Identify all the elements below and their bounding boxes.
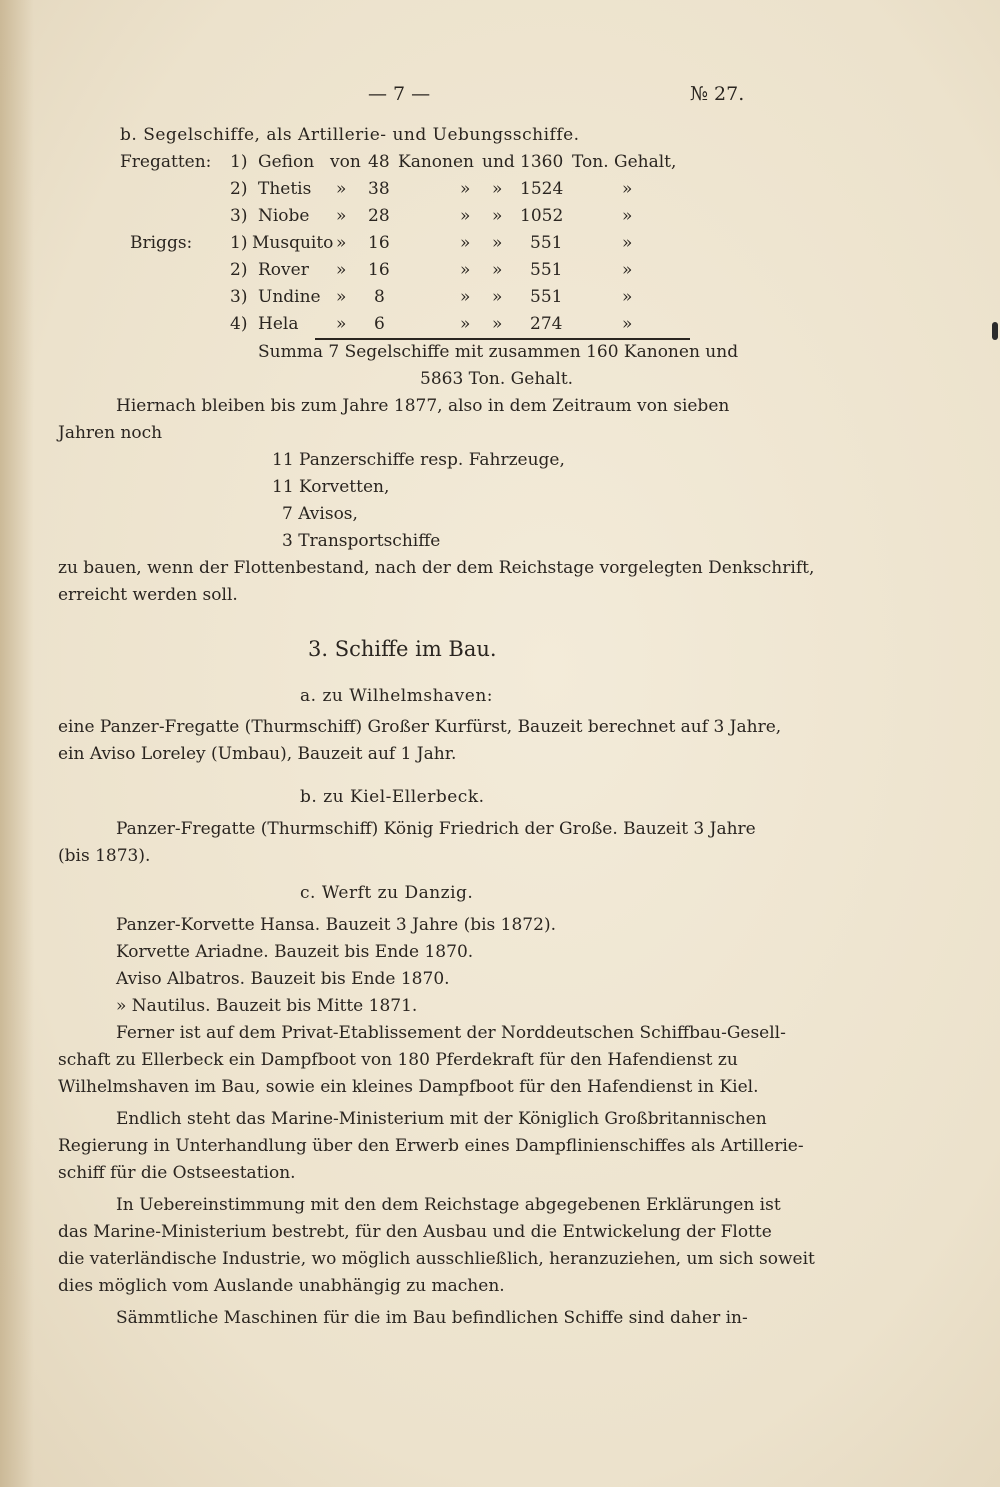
- subsection-b-title: b. zu Kiel-Ellerbeck.: [300, 787, 485, 807]
- page-shadow-edge: [0, 0, 34, 1487]
- summa-line-1: Summa 7 Segelschiffe mit zusammen 160 Kanonen und: [258, 342, 739, 362]
- paragraph-6-line: Sämmtliche Maschinen für die im Bau befindlichen Schiffe sind daher in-: [116, 1308, 748, 1328]
- subsection-b-line-1: Panzer-Fregatte (Thurmschiff) König Friedrich der Große. Bauzeit 3 Jahre: [116, 819, 756, 839]
- subsection-c-title: c. Werft zu Danzig.: [300, 883, 474, 903]
- fregatten-label: Fregatten:: [120, 152, 212, 172]
- subsection-b-line-2: (bis 1873).: [58, 846, 151, 866]
- paragraph-1-line-2: Jahren noch: [58, 423, 163, 443]
- summa-rule: [315, 338, 690, 340]
- subsection-c-line: Korvette Ariadne. Bauzeit bis Ende 1870.: [116, 942, 474, 962]
- paragraph-4-line: Endlich steht das Marine-Ministerium mit der Königlich Großbritannischen: [116, 1109, 767, 1129]
- paragraph-3-line: Wilhelmshaven im Bau, sowie ein kleines Dampfboot für den Hafendienst in Kiel.: [58, 1077, 759, 1097]
- list-item: 11 Korvetten,: [272, 477, 390, 497]
- paragraph-1-line-1: Hiernach bleiben bis zum Jahre 1877, also in dem Zeitraum von sieben: [116, 396, 730, 416]
- paragraph-4-line: Regierung in Unterhandlung über den Erwerb eines Dampflinienschiffes als Artillerie-: [58, 1136, 804, 1156]
- subsection-a-title: a. zu Wilhelmshaven:: [300, 686, 494, 706]
- subsection-c-line: Panzer-Korvette Hansa. Bauzeit 3 Jahre (bis 1872).: [116, 915, 556, 935]
- paragraph-4-line: schiff für die Ostseestation.: [58, 1163, 296, 1183]
- margin-mark: [992, 322, 998, 340]
- subsection-a-line-1: eine Panzer-Fregatte (Thurmschiff) Großer Kurfürst, Bauzeit berechnet auf 3 Jahre,: [58, 717, 782, 737]
- briggs-label: Briggs:: [130, 233, 193, 253]
- page-number: — 7 —: [368, 83, 431, 105]
- summa-line-2: 5863 Ton. Gehalt.: [420, 369, 574, 389]
- paragraph-5-line: dies möglich vom Auslande unabhängig zu machen.: [58, 1276, 505, 1296]
- section-3-title: 3. Schiffe im Bau.: [308, 637, 497, 661]
- list-item: 11 Panzerschiffe resp. Fahrzeuge,: [272, 450, 565, 470]
- section-b-title: b. Segelschiffe, als Artillerie- und Uebungsschiffe.: [120, 125, 580, 145]
- paragraph-3-line: Ferner ist auf dem Privat-Etablissement der Norddeutschen Schiffbau-Gesell-: [116, 1023, 786, 1043]
- list-item: 7 Avisos,: [282, 504, 358, 524]
- document-page: — 7 — № 27. b. Segelschiffe, als Artillerie- und Uebungsschiffe. Fregatten: Briggs: 1) Gefion von 48 Kanonen und 1360 Ton. Gehalt, 2) Thetis » 38 » » 1524 » 3) Niobe » 28 » » 1052 » 1) Musquito » 16 » » 551 » 2) Rover » 16 » » 551 » 3) Undine » 8 » » 551 » 4) Hela » 6 » » 274 » Summa 7 Segelschiffe mit zusammen 160 Kanonen und 5863 Ton. Gehalt. Hiernach bleiben bis zum Jahre 1877, also in dem Zeitraum von sieben Jahren noch 11 Panzerschiffe resp. Fahrzeuge, 11 Korvetten, 7 Avisos, 3 Transportschiffe zu bauen, wenn der Flottenbestand, nach der dem Reichstage vorgelegten Denkschrift, erreicht werden soll. 3. Schiffe im Bau. a. zu Wilhelmshaven: eine Panzer-Fregatte (Thurmschiff) Großer Kurfürst, Bauzeit berechnet auf 3 Jahre, ein Aviso Loreley (Umbau), Bauzeit auf 1 Jahr. b. zu Kiel-Ellerbeck. Panzer-Fregatte (Thurmschiff) König Friedrich der Große. Bauzeit 3 Jahre (bis 1873). c. Werft zu Danzig. Panzer-Korvette Hansa. Bauzeit 3 Jahre (bis 1872). Korvette Ariadne. Bauzeit bis Ende 1870. Aviso Albatros. Bauzeit bis Ende 1870. » Nautilus. Bauzeit bis Mitte 1871. Ferner ist auf dem Privat-Etablissement der Norddeutschen Schiffbau-Gesell- schaft zu Ellerbeck ein Dampfboot von 180 Pferdekraft für den Hafendienst zu Wilhelmshaven im Bau, sowie ein kleines Dampfboot für den Hafendienst in Kiel. Endlich steht das Marine-Ministerium mit der Königlich Großbritannischen Regierung in Unterhandlung über den Erwerb eines Dampflinienschiffes als Artillerie- schiff für die Ostseestation. In Uebereinstimmung mit den dem Reichstage abgegebenen Erklärungen ist das Marine-Ministerium bestrebt, für den Ausbau und die Entwickelung der Flotte die vaterländische Industrie, wo möglich ausschließlich, heranzuziehen, um sich soweit dies möglich vom Auslande unabhängig zu machen. Sämmtliche Maschinen für die im Bau befindlichen Schiffe sind daher in-: [0, 0, 1000, 1487]
- paragraph-2-line-1: zu bauen, wenn der Flottenbestand, nach der dem Reichstage vorgelegten Denkschrift,: [58, 558, 815, 578]
- subsection-c-line: » Nautilus. Bauzeit bis Mitte 1871.: [116, 996, 418, 1016]
- document-number: № 27.: [690, 83, 745, 105]
- paragraph-2-line-2: erreicht werden soll.: [58, 585, 238, 605]
- paragraph-3-line: schaft zu Ellerbeck ein Dampfboot von 180 Pferdekraft für den Hafendienst zu: [58, 1050, 738, 1070]
- paragraph-5-line: die vaterländische Industrie, wo möglich ausschließlich, heranzuziehen, um sich soweit: [58, 1249, 815, 1269]
- paragraph-5-line: das Marine-Ministerium bestrebt, für den Ausbau und die Entwickelung der Flotte: [58, 1222, 772, 1242]
- paragraph-5-line: In Uebereinstimmung mit den dem Reichstage abgegebenen Erklärungen ist: [116, 1195, 781, 1215]
- subsection-c-line: Aviso Albatros. Bauzeit bis Ende 1870.: [116, 969, 450, 989]
- list-item: 3 Transportschiffe: [282, 531, 441, 551]
- subsection-a-line-2: ein Aviso Loreley (Umbau), Bauzeit auf 1 Jahr.: [58, 744, 457, 764]
